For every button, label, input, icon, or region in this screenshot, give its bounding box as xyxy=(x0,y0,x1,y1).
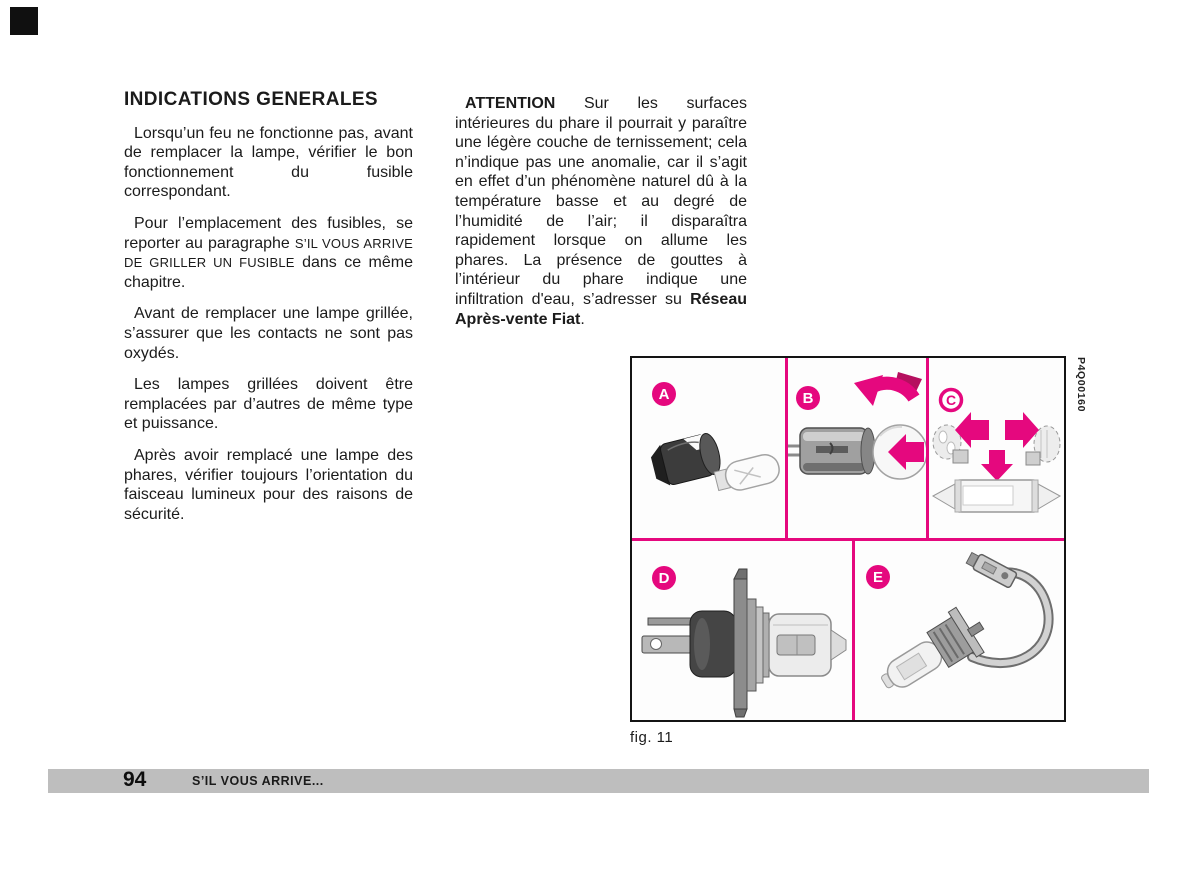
chapter-corner-tab xyxy=(10,7,38,35)
left-column xyxy=(124,90,413,536)
svg-text:C: C xyxy=(945,392,957,408)
panel-a-badge xyxy=(652,382,676,406)
paragraph-text: dans ce même chapitre. xyxy=(124,254,414,291)
figure-panel-c xyxy=(929,358,1064,538)
chapter-title: S’IL VOUS ARRIVE... xyxy=(192,774,324,788)
bulb-illustration-e xyxy=(855,541,1064,720)
festoon-bulb-drawing xyxy=(933,480,1060,512)
arrow-down xyxy=(981,450,1013,481)
figure-panel-e xyxy=(855,541,1064,720)
paragraph-text: Pour l’emplacement des fusibles, se reporter au paragraphe xyxy=(124,214,413,252)
paragraph: Avant de remplacer une lampe grillée, s’assurer que les contacts ne sont pas oxydés. xyxy=(124,305,413,362)
bulb-illustration-d xyxy=(632,541,852,720)
figure-panel-b xyxy=(788,358,926,538)
paragraph xyxy=(124,214,413,292)
wedge-bulb-drawing xyxy=(713,452,782,496)
footer-bar xyxy=(48,769,1149,793)
attention-label: ATTENTION xyxy=(465,95,556,112)
paragraph: Les lampes grillées doivent être remplacées par d’autres de même type et puissance. xyxy=(124,376,413,433)
attention-body: Sur les surfaces intérieures du phare il pourrait y paraître une légère couche de ternissement; cela n’indique pas une anomalie, car il s’agit en effet d’un phénomène naturel dû à la température basse et au degré de l’humidité de l’air; il disparaîtra rapidement lorsque on allume les phares. La présence de gouttes à l’intérieur du phare indique une infiltration d'eau, s’adresser su xyxy=(455,95,747,308)
attention-end: . xyxy=(580,310,585,328)
svg-text:E: E xyxy=(872,569,884,586)
bulb-illustration-b xyxy=(788,358,926,538)
section-heading: INDICATIONS GENERALES xyxy=(124,89,379,110)
bulb-holder-drawing xyxy=(649,431,724,488)
panel-e-badge xyxy=(866,565,890,589)
figure-panel-a xyxy=(632,358,785,538)
panel-b-badge xyxy=(796,386,820,410)
spade-connector-drawing xyxy=(965,550,1017,588)
bulb-socket-drawing xyxy=(800,428,875,474)
svg-text:A: A xyxy=(658,386,670,403)
panel-c-badge xyxy=(941,390,962,411)
figure-panel-d xyxy=(632,541,852,720)
svg-text:D: D xyxy=(658,570,670,587)
attention-paragraph xyxy=(455,94,747,329)
figure-caption: fig. 11 xyxy=(630,729,674,746)
figure-reference-code: P4Q00160 xyxy=(1075,357,1087,413)
h4-bulb-drawing xyxy=(642,569,846,717)
paragraph: Lorsqu’un feu ne fonctionne pas, avant de remplacer la lampe, vérifier le bon fonctionnement du fusible correspondant. xyxy=(124,124,413,201)
panel-d-badge xyxy=(652,566,676,590)
bulb-illustration-c xyxy=(929,358,1064,538)
figure-11-frame xyxy=(630,356,1066,722)
bulb-illustration-a xyxy=(632,358,785,538)
cross-reference-caps: S’IL VOUS ARRIVE DE GRILLER UN FUSIBLE xyxy=(124,235,413,271)
paragraph: Après avoir remplacé une lampe des phares, vérifier toujours l’orientation du faisceau lumineux pour des raisons de sécurité. xyxy=(124,446,413,523)
page-number: 94 xyxy=(123,768,147,791)
attention-bold-tail: Réseau Après-vente Fiat xyxy=(455,290,747,328)
h3-bulb-drawing xyxy=(870,601,994,706)
svg-text:B: B xyxy=(802,390,814,407)
rotation-arrow xyxy=(854,372,922,406)
right-column xyxy=(455,94,747,341)
